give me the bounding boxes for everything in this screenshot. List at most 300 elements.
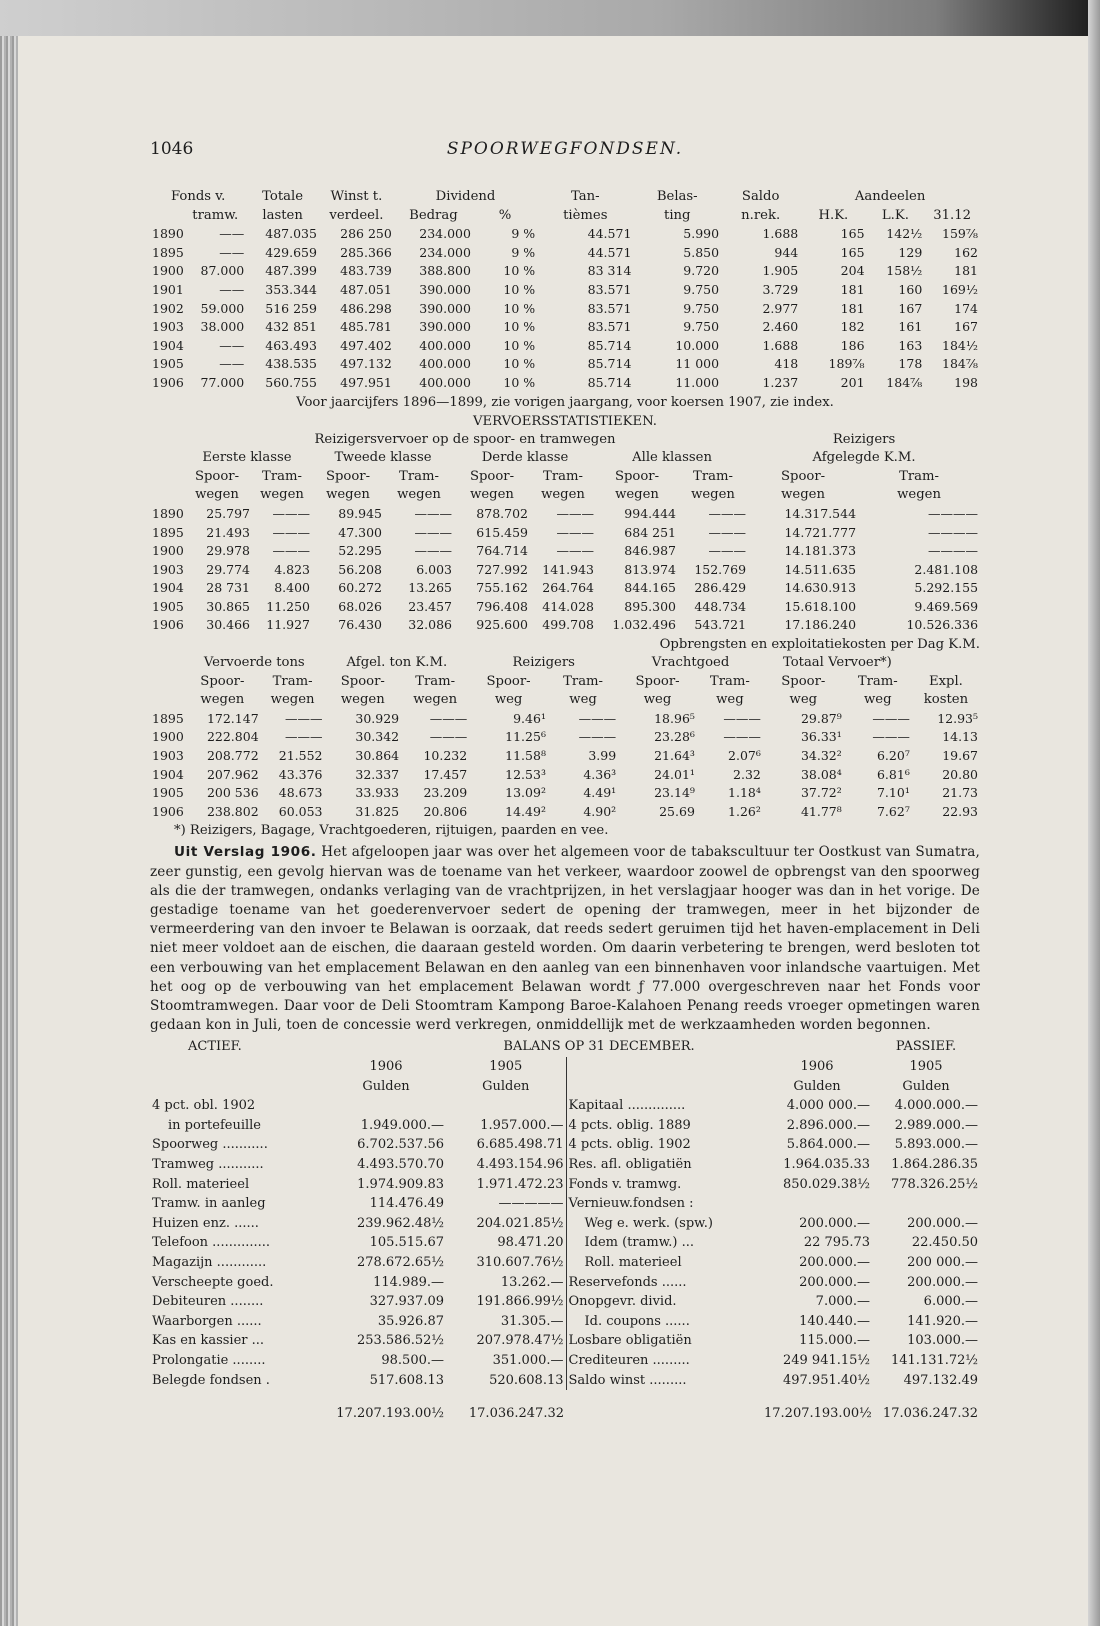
balance-row [150,1135,980,1155]
passief-value: 200 000.— [907,1254,979,1270]
table-cell: 14.721.777 [784,524,857,540]
passief-label: Vernieuw.fondsen : [566,1194,762,1214]
table-cell: 438.535 [265,356,317,372]
table-cell: 37.72² [800,785,842,801]
table-cell: 878.702 [476,505,528,521]
header-cell: Tram- [857,673,898,689]
running-title: SPOORWEGFONDSEN. [446,139,684,159]
table-cell: 483.739 [340,263,392,279]
actief-value: 517.608.13 [369,1372,444,1388]
row-year: 1900 [152,729,184,745]
table-cell: 182 [840,319,865,335]
table-cell: 83.571 [587,319,632,335]
passief-value: 4.000 000.— [786,1098,871,1114]
table-cell: 23.209 [423,785,468,801]
transport-group-header [150,431,980,450]
table-cell: 497.132 [340,356,392,372]
table-cell: ——— [414,505,452,521]
unit-label: Gulden [793,1078,841,1094]
table-row [150,598,980,617]
table-cell: 56.208 [338,561,382,577]
table-cell: 684 251 [624,524,676,540]
table-row [150,803,980,822]
scan-top-edge [0,0,1100,36]
passief-label: Onopgevr. divid. [566,1292,762,1312]
table-cell: 400.000 [419,356,471,372]
header-cell: ting [664,207,691,223]
table-row [150,337,980,356]
transport-col-header-2 [150,486,980,505]
row-year: 1906 [152,617,184,633]
row-year: 1890 [152,505,184,521]
report-heading: Uit Verslag 1906. [174,844,317,861]
table-cell: 162 [954,244,978,260]
table-cell: 181 [840,281,865,297]
table-cell: ——— [414,524,452,540]
table-cell: 3.729 [762,281,799,297]
table-cell: 52.295 [338,543,382,559]
table-cell: 10 % [503,281,536,297]
header-cell [150,207,184,226]
book-spine-edge [0,0,18,1626]
table-cell: 14.630.913 [784,580,857,596]
table-cell: 10 % [503,300,536,316]
table-cell: 390.000 [419,281,471,297]
actief-value: 520.608.13 [489,1372,564,1388]
table-cell: 615.459 [476,524,528,540]
passief-label: PASSIEF. [895,1039,957,1055]
header-cell: lasten [262,207,303,223]
header-cell: wegen [397,487,441,503]
table-cell: 796.408 [476,598,528,614]
table-cell: 172.147 [206,710,259,726]
actief-value: 6.702.537.56 [357,1137,444,1153]
table-cell: 9.750 [683,300,720,316]
table-cell: 159⅞ [942,226,978,242]
table-cell: 487.051 [340,281,392,297]
table-cell: 169½ [942,281,978,297]
header-cell: Tram- [262,468,302,484]
passief-label: Weg e. werk. (spw.) [566,1214,762,1234]
passief-value: 22.450.50 [911,1235,979,1251]
table-row [150,616,980,635]
row-year: 1906 [152,803,184,819]
table-row [150,579,980,598]
actief-label: Debiteuren ........ [152,1294,264,1310]
table-cell: 186 [840,337,865,353]
table-cell: 21.73 [942,785,978,801]
row-year: 1903 [152,748,184,764]
table-cell: 10.232 [423,748,468,764]
table-cell: 29.978 [206,543,250,559]
table-cell: 208.772 [206,748,259,764]
table-cell: 161 [898,319,923,335]
table-cell: 390.000 [419,300,471,316]
transport-title: VERVOERSSTATISTIEKEN. [472,413,658,429]
table-cell: 414.028 [542,598,594,614]
actief-value: 35.926.87 [377,1313,444,1329]
table-cell: 10 % [503,319,536,335]
actief-label: Kas en kassier ... [152,1333,265,1349]
header-cell: weg [569,692,597,708]
header-cell: Alle klassen [632,450,712,466]
passief-label: Id. coupons ...... [566,1312,762,1332]
table-cell: 286 250 [340,226,392,242]
header-cell: Reizigers [832,431,896,447]
passief-value: 200.000.— [799,1274,871,1290]
table-cell: 234.000 [419,244,471,260]
report-paragraph [150,843,980,1035]
header-cell: Belas- [656,189,698,204]
table-cell: 21.493 [206,524,250,540]
table-cell: 85.714 [587,356,632,372]
table-cell: 17.186.240 [784,617,857,633]
table-cell: 2.460 [762,319,799,335]
actief-value: 207.978.47½ [476,1333,564,1349]
table-cell: 14.13 [942,729,978,745]
table-cell: 9.469.569 [914,598,979,614]
year-1906-actief: 1906 [369,1059,403,1075]
passief-value: 4.000.000.— [894,1098,979,1114]
table-cell: 6.20⁷ [876,748,910,764]
actief-value: 4.493.570.70 [357,1157,444,1172]
passief-value: 7.000.— [815,1294,871,1310]
passief-label: 4 pcts. oblig. 1889 [566,1116,762,1136]
table-cell: 21.552 [278,748,323,764]
table-cell: 14.181.373 [784,543,857,559]
table-cell: 7.10¹ [876,785,910,801]
table-cell: 85.714 [587,337,632,353]
table-cell: 727.992 [476,561,528,577]
header-cell: wegen [413,692,458,708]
total-actief-1905: 17.036.247.32 [468,1406,564,1422]
passief-value: 200.000.— [907,1215,979,1231]
table-cell: ——— [285,729,323,745]
passief-value: 778.326.25½ [890,1176,979,1192]
actief-label: Prolongatie ........ [152,1352,266,1368]
table-cell: 14.317.544 [784,505,857,521]
header-cell: wegen [200,692,245,708]
passief-value: 140.440.— [799,1313,871,1329]
table-cell: ——— [708,543,747,559]
actief-label: Telefoon .............. [152,1235,271,1251]
table-cell: 487.035 [265,226,317,242]
table-cell: 9.750 [683,319,720,335]
header-cell: Tram- [543,468,583,484]
header-cell: Tram- [709,673,750,689]
actief-label: Waarborgen ...... [152,1313,262,1329]
table-cell: 944 [774,244,799,260]
table-cell: 13.265 [408,580,452,596]
transport-class-header [150,449,980,468]
table-cell: 2.977 [762,300,799,316]
revenue-body [150,710,980,822]
table-cell: 463.493 [265,337,317,353]
passief-value: 6.000.— [923,1294,979,1310]
header-cell: Totale [262,189,304,204]
row-year: 1904 [152,580,184,596]
passief-value: 5.893.000.— [894,1137,979,1153]
year-1905-passief: 1905 [909,1059,943,1075]
table-cell: 1.26² [728,803,761,819]
table-cell: 4.823 [274,561,310,577]
table-cell: 181 [954,263,978,279]
header-cell: Aandeelen [854,189,926,204]
table-cell: 846.987 [624,543,676,559]
table-cell: 11.250 [266,598,310,614]
header-cell: kosten [923,692,969,708]
table-cell: 174 [954,300,978,316]
table-cell: 13.09² [505,785,546,801]
table-cell: ——— [285,710,323,726]
header-cell: 31.12 [933,207,972,223]
report-body: Het afgeloopen jaar was over het algemeen voor de tabakscultuur ter Oostkust van Sumatra, zeer gunstig, een gevolg hiervan was de toename van het verkeer, waardoor zoowel de opbrengst van den spoorweg als die der tramwegen, ondanks verlaging van de vrachtprijzen, in het verslagjaar hooger was dan in het vorige. De gestadige toename van het goederenvervoer sedert de opening der tramwegen, meer in het bijzonder de vermeerdering van den invoer te Belawan is oorzaak, dat reeds sedert geruimen tijd het haven-emplacement in Deli niet meer voldoet aan de eischen, die daaraan gesteld worden. Om daarin verbetering te brengen, werd besloten tot een verbouwing van het emplacement Belawan en den aanleg van een binnenhaven voor inlandsche vaartuigen. Met het oog op de verbouwing van het emplacement Belawan wordt ƒ 77.000 overgeschreven naar het Fonds voor Stoomtramwegen. Daar voor de Deli Stoomtram Kampong Baroe-Kalahoen Penang reeds vroeger opmetingen waren gedaan kon in Juli, toen de concessie werd verkregen, onmiddellijk met de werkzaamheden worden begonnen. [150,844,981,1034]
table-cell: 23.14⁹ [654,785,695,801]
header-cell: % [498,207,512,223]
row-year: 1895 [152,524,184,540]
header-cell: Spoor- [340,673,385,689]
table-cell: 77.000 [200,374,245,390]
header-cell: Spoor- [325,468,371,484]
balance-sheet [150,1037,980,1423]
actief-label: ACTIEF. [188,1039,242,1055]
table-cell: 14.511.635 [784,561,857,577]
total-passief-1905: 17.036.247.32 [882,1406,979,1422]
table-row [150,728,980,747]
table-row [150,318,980,337]
table-cell: 20.80 [942,766,978,782]
header-cell: Spoor- [194,468,240,484]
table-cell: 10 % [503,263,536,279]
header-cell: wegen [897,487,941,503]
table-cell: 36.33¹ [800,729,842,745]
balance-row [150,1292,980,1312]
table-row [150,524,980,543]
table-cell: ———— [928,505,979,521]
header-cell: Spoor- [200,673,245,689]
passief-value: 22 795.73 [803,1235,871,1251]
table-cell: —— [219,226,245,242]
passief-value: 115.000.— [799,1333,871,1349]
table-cell: 543.721 [694,617,747,633]
header-cell: Spoor- [780,468,826,484]
passief-label: 4 pcts. oblig. 1902 [566,1135,762,1155]
balance-row [150,1351,980,1371]
table-cell: 9.750 [683,281,720,297]
table-cell: 184⅞ [942,356,978,372]
transport-col-header-1 [150,468,980,487]
table-cell: 222.804 [206,729,259,745]
table-cell: ——— [556,505,594,521]
table-cell: 5.990 [683,226,720,242]
table-cell: 1.905 [762,263,799,279]
actief-label: in portefeuille [168,1117,261,1133]
actief-value: 204.021.85½ [476,1215,564,1231]
actief-value: 253.586.52½ [356,1333,444,1349]
table-cell: 4.49¹ [583,785,617,801]
table-row [150,300,980,319]
table-cell: 6.81⁶ [876,766,910,782]
table-cell: 184½ [942,337,978,353]
header-cell: wegen [615,487,659,503]
table-cell: 499.708 [542,617,594,633]
table-cell: 165 [840,244,865,260]
balance-row [150,1331,980,1351]
table-cell: ——— [872,729,910,745]
header-cell: Saldo [741,189,780,204]
passief-value: 141.920.— [907,1313,979,1329]
header-cell: Tram- [272,673,313,689]
passief-value: 2.896.000.— [786,1117,871,1133]
header-cell: Derde klasse [481,450,569,466]
table-cell: 44.571 [587,226,632,242]
balance-row [150,1233,980,1253]
table-cell: 25.797 [206,505,250,521]
header-cell: H.K. [818,207,849,223]
header-cell: weg [864,692,892,708]
header-cell: Totaal Vervoer*) [782,655,892,671]
revenue-col-header-1 [150,673,980,692]
passief-value [762,1194,872,1214]
row-year: 1895 [152,244,184,260]
table-cell: 11.58⁸ [505,748,546,764]
row-year: 1900 [152,263,184,279]
passief-label: Idem (tramw.) ... [566,1233,762,1253]
table-cell: 198 [954,374,978,390]
table-cell: 200 536 [206,785,259,801]
actief-value: 98.471.20 [497,1235,564,1251]
table-cell: 429.659 [265,244,317,260]
table-cell: 487.399 [265,263,317,279]
table-cell: 486.298 [340,300,392,316]
table-cell: 201 [840,374,865,390]
table-cell: ——— [872,710,910,726]
row-year: 1904 [152,337,184,353]
header-cell: Reizigersvervoer op de spoor- en tramwegen [314,431,616,447]
table-cell: 30.342 [355,729,400,745]
table-cell: 1.688 [762,337,799,353]
table-cell: 400.000 [419,337,471,353]
actief-value: 105.515.67 [369,1235,444,1251]
table-cell: 4.90² [583,803,617,819]
header-cell: Reizigers [512,655,575,671]
table-cell: 141.943 [542,561,594,577]
header-cell: Afgelegde K.M. [812,450,916,466]
actief-value: 6.685.498.71 [476,1137,564,1153]
dividend-header-row-2 [150,207,980,226]
passief-value: 1.964.035.33 [783,1157,871,1172]
header-cell: Winst t. [330,189,383,204]
actief-value: 98.500.— [381,1352,444,1368]
header-cell: Spoor- [635,673,680,689]
dividend-body [150,225,980,392]
passief-value: 850.029.38½ [782,1176,871,1192]
table-cell: 160 [898,281,923,297]
actief-value: 191.866.99½ [476,1294,564,1310]
balance-totals-row [150,1390,980,1424]
table-cell: 560.755 [265,374,317,390]
table-row [150,505,980,524]
table-cell: 485.781 [340,319,392,335]
table-row [150,281,980,300]
table-cell: 38.08⁴ [800,766,842,782]
balance-unit-row [150,1077,980,1097]
table-cell: 30.864 [355,748,400,764]
balance-row [150,1116,980,1136]
table-cell: 1.18⁴ [728,785,761,801]
table-cell: 4.36³ [583,766,617,782]
table-cell: 286.429 [694,580,747,596]
table-cell: 8.400 [274,580,310,596]
actief-label: Magazijn ............ [152,1254,267,1270]
table-cell: ——— [723,729,761,745]
table-row [150,374,980,393]
table-cell: 30.865 [206,598,250,614]
table-cell: 2.07⁶ [728,748,761,764]
table-cell: 32.337 [355,766,400,782]
balance-years-row [150,1057,980,1077]
row-year: 1895 [152,710,184,726]
passief-label: Fonds v. tramwg. [566,1175,762,1195]
actief-value: 13.262.— [500,1274,564,1290]
header-cell: Tram- [899,468,939,484]
table-cell: 129 [898,244,923,260]
table-cell: ——— [578,710,617,726]
row-year: 1903 [152,561,184,577]
passief-value: 200.000.— [799,1254,871,1270]
transport-table [150,431,980,636]
table-cell: 925.600 [476,617,528,633]
passief-label: Crediteuren ......... [566,1351,762,1371]
table-cell: ——— [556,543,594,559]
table-cell: 390.000 [419,319,471,335]
table-cell: 10 % [503,374,536,390]
actief-value: 31.305.— [500,1313,564,1329]
table-cell: 38.000 [200,319,245,335]
actief-value: 327.937.09 [369,1294,444,1310]
revenue-footnote: *) Reizigers, Bagage, Vrachtgoederen, rijtuigen, paarden en vee. [174,823,609,839]
table-cell: 21.64³ [654,748,695,764]
table-cell: 28 731 [206,580,250,596]
row-year: 1905 [152,785,184,801]
header-cell: Spoor- [486,673,531,689]
dividend-table [150,188,980,393]
balance-row [150,1175,980,1195]
header-cell: Spoor- [469,468,515,484]
table-cell: 15.618.100 [784,598,857,614]
actief-label: 4 pct. obl. 1902 [152,1098,256,1114]
balance-row [150,1096,980,1116]
unit-label: Gulden [482,1078,530,1094]
table-cell: 33.933 [355,785,400,801]
table-cell: 83.571 [587,300,632,316]
header-cell: Dividend [435,189,496,204]
balance-row [150,1312,980,1332]
header-cell: Tram- [399,468,439,484]
table-cell: 30.929 [355,710,400,726]
table-cell: ——— [708,505,747,521]
row-year: 1901 [152,281,184,297]
document-page [150,140,980,1424]
actief-label: Huizen enz. ...... [152,1215,259,1231]
table-cell: 23.457 [408,598,452,614]
table-cell: 2.32 [733,766,761,782]
table-cell: 17.457 [423,766,468,782]
header-cell: Spoor- [781,673,826,689]
balance-row [150,1273,980,1293]
table-cell: 12.93⁵ [937,710,978,726]
table-cell: 32.086 [408,617,452,633]
